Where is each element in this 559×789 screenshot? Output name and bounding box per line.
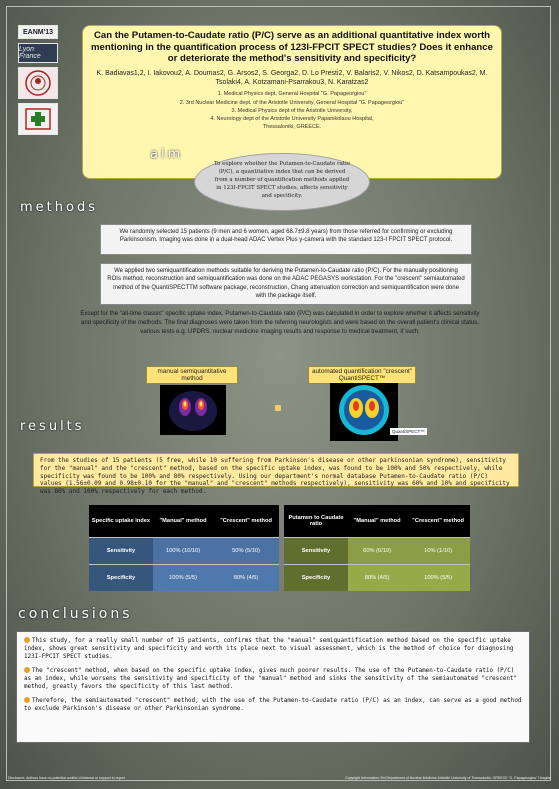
conclusion-text: This study, for a really small number of 15 patients, confirms that the "manual" semiquantification method based on the specific uptake index, shows great sensitivity and specificity and worth its place next to visual assessment, which is the method of choice for diagnosing 123I-FPCIT SPECT studies. — [24, 638, 514, 660]
table-row — [284, 538, 470, 565]
table-cell: 80% (4/5) — [213, 565, 279, 592]
conclusion-text: The "crescent" method, when based on the specific uptake index, gives much poorer results. The use of the Putamen-to-Caudate ratio (P/C) as an index, while worsens the sensitivity and specificity of the "manual" method and sinks the sensitivity of the semiautomated "crescent" method, greatly favors the specificity of this last method. — [24, 667, 517, 690]
hospital-logo — [18, 103, 58, 135]
quantispect-tag: QuantiSPECT™ — [392, 429, 425, 434]
conclusion-text: Therefore, the semiautomated "crescent" method, with the use of the Putamen-to-Caudate ratio (P/C) as an index, can serve as a good method to exclude Parkinson's disease or other Parkinsonian syndrome. — [24, 697, 522, 712]
results-text: From the studies of 15 patients (5 free, while 10 suffering from Parkinson's disease or other parkinsonian syndrome), sensitivity for the "manual" and the "crescent" method, based on the specific uptake index, was found to be 100% and 50% respectively, while specificity was found to be 100% and 80% respectively. Using our department's normal database Putamen-to-Caudate ratio (P/C) values (1.56±0.09 and 0.98±0.10 for the "manual" and "crescent" methods respectively), sensitivity was 60% and 10% and specificity was 80% and 100% respectively for each method. — [33, 453, 519, 487]
university-seal-logo — [18, 67, 58, 99]
table-header: Putamen to Caudate ratio — [284, 505, 348, 538]
table-cell: Specificity — [89, 565, 153, 592]
bullet-icon — [24, 697, 30, 703]
conclusion-item — [24, 667, 522, 692]
poster-title: Can the Putamen-to-Caudate ratio (P/C) serve as an additional quantitative index worth mentioning in the quantification process of 123I-FPCIT SPECT studies? Does it enhance or deteriorate the method's sensitivity and specificity? — [91, 30, 493, 64]
eanm-logo: EANM'13 — [18, 25, 58, 39]
table-cell: 100% (5/5) — [406, 565, 470, 592]
table-cell: Sensitivity — [89, 538, 153, 565]
affiliation-line: 2. 3rd Nuclear Medicine dept. of the Aristotle University, General Hospital "G. Papageorgiou" — [179, 99, 405, 106]
table-header: "Crescent" method — [213, 505, 279, 538]
aim-heading: aim — [150, 147, 184, 162]
table-cell: 80% (4/5) — [348, 565, 406, 592]
table-header: "Manual" method — [153, 505, 213, 538]
table-cell: 60% (6/10) — [348, 538, 406, 565]
table-cell: 100% (5/5) — [153, 565, 213, 592]
table-cell: 100% (10/10) — [153, 538, 213, 565]
methods-text: Except for the "all-time classic" specific uptake index, Putamen-to-Caudate ratio (P/C) was calculated in order to explore whether it affects sensitivity and specificity of the methods. The final diagnoses were taken from the referring neurologists and were based on the overall patient's clinical status, various tests e.g. UPDRS, nuclear medicine imaging results and response to medical treatment, if such. — [80, 310, 480, 335]
bullet-icon — [24, 667, 30, 673]
table-row — [284, 565, 470, 592]
aim-oval: To explore whether the Putamen-to-Caudate ratio (P/C), a quantitative index that can be derived from a number of quantification methods applied in 123I-FPCIT SPECT studies, affects sensitivity and specificity. — [194, 153, 370, 211]
conclusion-item — [24, 697, 522, 714]
bullet-icon — [24, 637, 30, 643]
affiliations — [91, 90, 493, 131]
conclusions-heading: conclusions — [18, 606, 133, 622]
affiliation-line: 4. Neurology dept of the Aristotle University Papanikolaou Hospital, — [210, 116, 374, 123]
table-cell: 10% (1/10) — [406, 538, 470, 565]
separator-dot — [275, 405, 281, 411]
table-header: "Manual" method — [348, 505, 406, 538]
table-header: "Crescent" method — [406, 505, 470, 538]
conclusion-item — [24, 637, 522, 662]
table-header: Specific uptake index — [89, 505, 153, 538]
table-cell: Specificity — [284, 565, 348, 592]
table-row — [89, 538, 279, 565]
crescent-spect-image — [330, 383, 398, 441]
footer-copyright: Copyright Information: 3rd Department of Nuclear Medicine Aristotle University of Thessaloniki, GREECE "G. Papageorgiou" Hospital — [345, 776, 551, 780]
methods-heading: methods — [20, 200, 98, 215]
manual-spect-image — [160, 385, 226, 435]
affiliation-line: 1. Medical Physics dept, General Hospital "G. Papageorgiou" — [217, 91, 367, 98]
affiliation-line: 3. Medical Physics dept of the Aristotle University, — [231, 107, 353, 114]
automated-method-label: automated quantification "crescent" QuantiSPECT™ — [308, 366, 416, 384]
table-header-row — [89, 505, 279, 538]
table-header-row — [284, 505, 470, 538]
methods-box-semiquant: We applied two semiquantification methods suitable for deriving the Putamen-to-Caudate ratio (P/C). For the manually positioning ROIs method, reconstruction and semiquantification was done on the ADAC PEGASYS workstation. For the "crescent" semiautomated method of the QuantiSPECTTM software package, reconstruction, Chang attenuation correction and semiquantification were done with the package itself. — [100, 263, 472, 305]
eanm-lyon-logo: Lyon France — [18, 43, 58, 63]
table-row — [89, 565, 279, 592]
manual-method-label: manual semiquantitative method — [146, 366, 238, 384]
specific-uptake-table — [89, 505, 279, 591]
methods-box-patients: We randomly selected 15 patients (9 men and 6 women, aged 68.7±9.8 years) from those referred for confirming or excluding Parkinsonism. Imaging was done in a dual-head ADAC Vertex Plus γ-camera with the standard 123-I FPCIT SPECT protocol. — [100, 224, 472, 255]
footer-disclosure: Disclosure: Authors have no potential conflict of interest or support to report — [8, 776, 125, 780]
conclusions-box — [16, 631, 530, 743]
authors: K. Badiavas1,2, I. Iakovou2, A. Doumas2, G. Arsos2, S. Georga2, D. Lo Presti2, V. Balaris2, V. Nikos2, D. Katsampoukas2, M. Tsolaki4, A. Kotzamani-Psarrakou3, N. Karatzas2 — [96, 69, 488, 86]
logo-column — [18, 25, 68, 139]
putamen-caudate-table — [284, 505, 470, 591]
table-cell: 50% (5/10) — [213, 538, 279, 565]
affiliation-line: Thessaloniki, GREECE. — [262, 124, 322, 131]
table-cell: Sensitivity — [284, 538, 348, 565]
results-heading: results — [20, 419, 85, 434]
